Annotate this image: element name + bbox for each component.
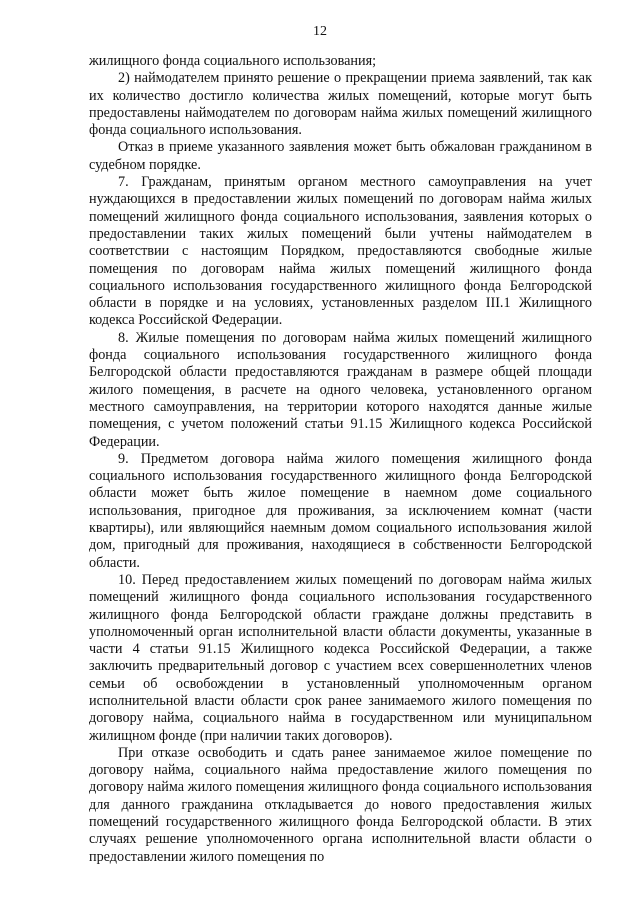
paragraph-appeal-note: Отказ в приеме указанного заявления может быть обжалован гражданином в судебном порядке.: [89, 139, 592, 173]
page-number: 12: [313, 24, 327, 39]
document-body: [89, 53, 592, 866]
paragraph-clause-8: 8. Жилые помещения по договорам найма жилых помещений жилищного фонда социального использования государственного жилищного фонда Белгородской области предоставляются гражданам в размере общей площади жилого помещения, в расчете на одного человека, установленного органом местного самоуправления, на территории которого находятся данные жилые помещения, с учетом положений статьи 91.15 Жилищного кодекса Российской Федерации.: [89, 329, 592, 450]
paragraph-clause-9: 9. Предметом договора найма жилого помещения жилищного фонда социального использования государственного жилищного фонда Белгородской области может быть жилое помещение в наемном доме социального использования, пригодное для проживания, за исключением комнат (части квартиры), или являющийся наемным домом социального использования жилой дом, пригодный для проживания, находящиеся в собственности Белгородской области.: [89, 450, 592, 571]
paragraph-clause-10: 10. Перед предоставлением жилых помещений по договорам найма жилых помещений жилищного фонда социального использования государственного жилищного фонда Белгородской области граждане должны представить в уполномоченный орган исполнительной власти области документы, указанные в части 4 статьи 91.15 Жилищного кодекса Российской Федерации, а также заключить предварительный договор с участием всех совершеннолетних членов семьи об освобождении в установленный уполномоченным органом исполнительной власти области срок ранее занимаемого жилого помещения по договору найма, социального найма в государственном или муниципальном жилищном фонде (при наличии таких договоров).: [89, 571, 592, 744]
paragraph-refusal: При отказе освободить и сдать ранее занимаемое жилое помещение по договору найма, социального найма предоставление жилого помещения по договору найма жилого помещения жилищного фонда социального использования для данного гражданина откладывается до нового предоставления жилых помещений государственного жилищного фонда Белгородской области. В этих случаях решение уполномоченного органа исполнительной власти области о предоставлении жилого помещения по: [89, 744, 592, 865]
paragraph-continuation: жилищного фонда социального использования;: [89, 53, 377, 69]
paragraph-clause-7: 7. Гражданам, принятым органом местного самоуправления на учет нуждающихся в предоставлении жилых помещений по договорам найма жилых помещений жилищного фонда социального использования, заявления которых о предоставлении таких жилых помещений были учтены наймодателем в соответствии с настоящим Порядком, предоставляются свободные жилые помещения по договорам найма жилых помещений жилищного фонда социального использования государственного жилищного фонда Белгородской области в порядке и на условиях, установленных разделом III.1 Жилищного кодекса Российской Федерации.: [89, 174, 592, 329]
paragraph-item-2: 2) наймодателем принято решение о прекращении приема заявлений, так как их количество достигло количества жилых помещений, которые могут быть предоставлены наймодателем по договорам найма жилых помещений жилищного фонда социального использования.: [89, 70, 592, 139]
